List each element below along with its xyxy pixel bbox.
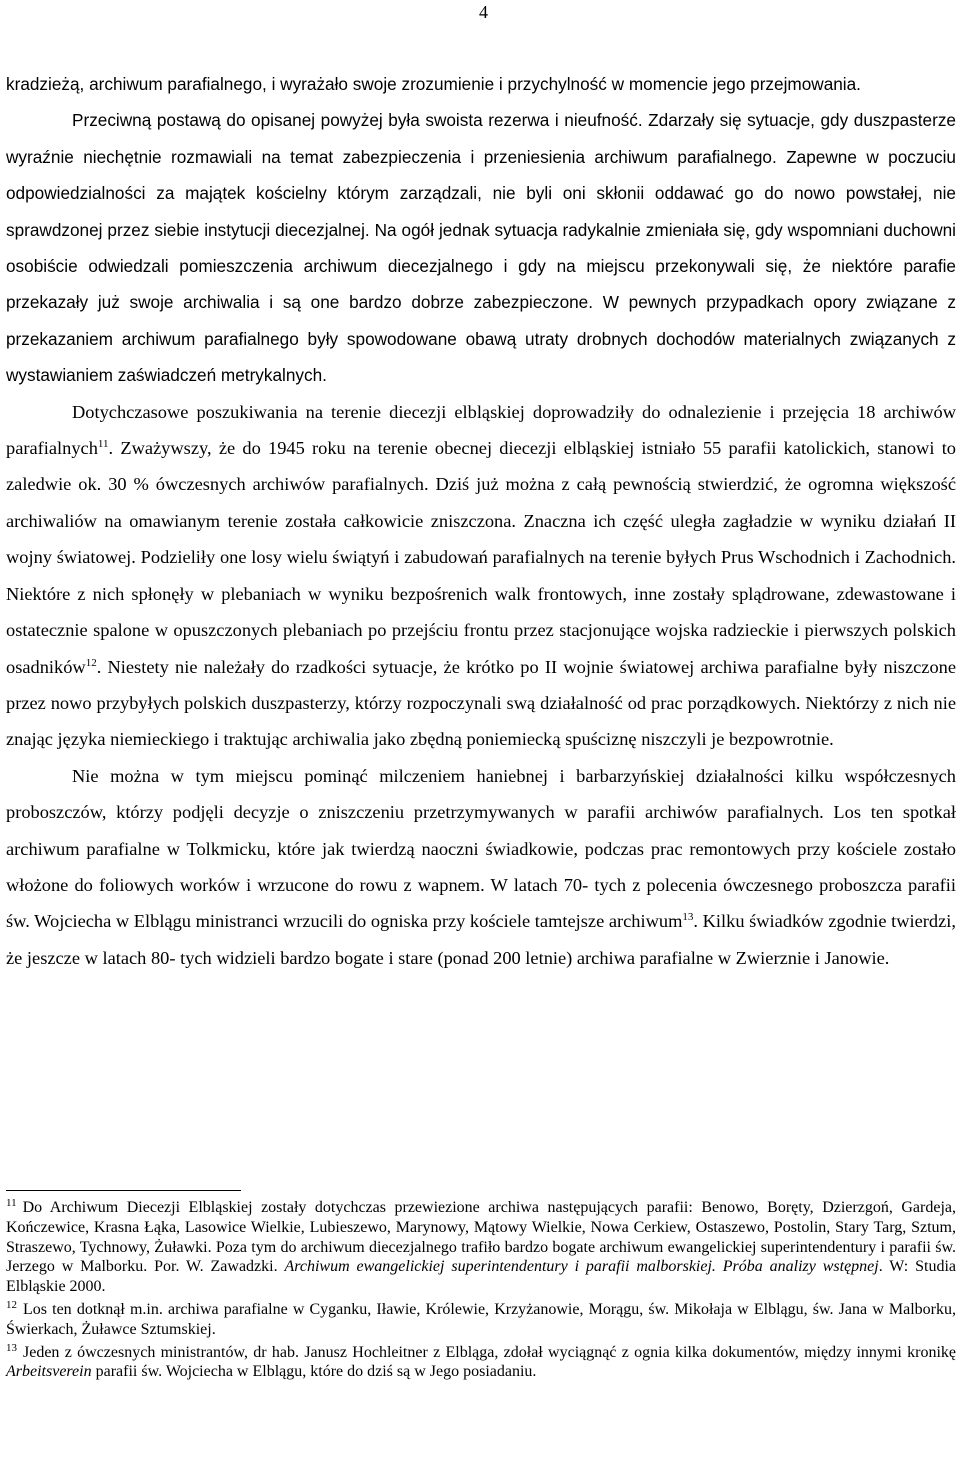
footnote-text: Los ten dotknął m.in. archiwa parafialne w Cyganku, Iławie, Królewie, Krzyżanowie, Morągu, św. Mikołaja w Elblągu, św. Jana w Malborku, Świerkach, Żuławce Sztumskiej. (6, 1300, 956, 1338)
footnote-text: . W: Studia Elbląskie 2000. (6, 1258, 957, 1296)
paragraph-text: Dotychczasowe poszukiwania na terenie diecezji elbląskiej doprowadziły do odnalezienie i przejęcia 18 archiwów parafialnych (6, 401, 956, 459)
paragraph-text: Nie można w tym miejscu pominąć milczeniem haniebnej i barbarzyńskiej działalności kilku współczesnych proboszczów, którzy podjęli decyzje o zniszczeniu przetrzymywanych w parafii archiwów parafialnych. Los ten spotkał archiwum parafialne w Tolkmicku, które jak twierdzą naoczni świadkowie, podczas prac remontowych przy kościele zostało włożone do foliowych worków i wrzucone do rowu z wapnem. W latach 70- tych z polecenia ówczesnego proboszcza parafii św. Wojciecha w Elblągu ministranci wrzucili do ogniska przy kościele tamtejsze archiwum (6, 765, 956, 932)
footnote-cited-title: Archiwum ewangelickiej superintendentury i parafii malborskiej. Próba analizy wstępnej (284, 1258, 879, 1276)
body-text (6, 66, 956, 976)
paragraph-text: . Niestety nie należały do rzadkości sytuacje, że krótko po II wojnie światowej archiwa parafialne były niszczone przez nowo przybyłych polskich duszpasterzy, którzy rozpoczynali swą działalność od prac porządkowych. Niektórzy z nich nie znając języka niemieckiego i traktując archiwalia jako zbędną poniemiecką spuściznę niszczyli je bezpowrotnie. (6, 656, 956, 750)
paragraph-1 (6, 66, 956, 102)
footnote-text: Do Archiwum Diecezji Elbląskiej zostały dotychczas przewiezione archiwa następujących parafii: Benowo, Boręty, Dzierzgoń, Gardeja, Kończewice, Krasna Łąka, Lasowice Wielkie, Lubieszewo, Marynowy, Mątowy Wielkie, Nowa Cerkiew, Ostaszewo, Postolin, Stary Targ, Sztum, Straszewo, Tychnowy, Żuławki. Poza tym do archiwum diecezjalnego trafiło bardzo bogate archiwum ewangelickiej superintendentury i parafii św. Jerzego w Malborku. Por. W. Zawadzki. (6, 1199, 956, 1276)
paragraph-text: . Zważywszy, że do 1945 roku na terenie obecnej diecezji elbląskiej istniało 55 parafii katolickich, stanowi to zaledwie ok. 30 % ówczesnych archiwów parafialnych. Dziś już można z całą pewnością stwierdzić, że ogromna większość archiwaliów na omawianym terenie została całkowicie zniszczona. Znaczna ich część uległa zagładzie w wyniku działań II wojny światowej. Podzieliły one losy wielu świątyń i zabudowań parafialnych na terenie byłych Prus Wschodnich i Zachodnich. Niektóre z nich spłonęły w plebaniach w wyniku bezpośrenich walk frontowych, inne zostały splądrowane, zdewastowane i ostatecznie spalone w opuszczonych plebaniach po przejściu frontu przez stacjonujące wojska radzieckie i pierwszych polskich osadników (6, 438, 956, 677)
paragraph-text: kradzieżą, archiwum parafialnego, i wyrażało swoje zrozumienie i przychylność w momencie jego przejmowania. (6, 74, 861, 94)
footnote-number: 11 (6, 1197, 17, 1209)
paragraph-text: . Kilku świadków zgodnie twierdzi, że jeszcze w latach 80- tych widzieli bardzo bogate i stare (ponad 200 letnie) archiwa parafialne w Zwierznie i Janowie. (6, 911, 956, 968)
page-number: 4 (479, 2, 488, 22)
paragraph-2 (6, 102, 956, 393)
footnote-number: 13 (6, 1341, 17, 1354)
footnote-cited-title: Arbeitsverein (6, 1363, 92, 1381)
footnote-text: Jeden z ówczesnych ministrantów, dr hab. Janusz Hochleitner z Elbląga, zdołał wyciągnąć z ognia kilka dokumentów, między innymi kronikę (23, 1343, 956, 1361)
paragraph-3 (6, 394, 956, 758)
footnote-text: parafii św. Wojciecha w Elblągu, które do dziś są w Jego posiadaniu. (91, 1363, 537, 1381)
footnote-separator (6, 1190, 241, 1191)
footnote-13 (6, 1343, 956, 1383)
footnote-12 (6, 1300, 956, 1340)
footnote-11 (6, 1198, 956, 1297)
paragraph-text: Przeciwną postawą do opisanej powyżej była swoista rezerwa i nieufność. Zdarzały się sytuacje, gdy duszpasterze wyraźnie niechętnie rozmawiali na temat zabezpieczenia i przeniesienia archiwum parafialnego. Zapewne w poczuciu odpowiedzialności za majątek kościelny którym zarządzali, nie byli oni skłonii oddawać go do nowo powstałej, nie sprawdzonej przez siebie instytucji diecezjalnej. Na ogół jednak sytuacja radykalnie zmieniała się, gdy wspomniani duchowni osobiście odwiedzali pomieszczenia archiwum diecezjalnego i gdy na miejscu przekonywali się, że niektóre parafie przekazały już swoje archiwalia i są one bardzo dobrze zabezpieczone. W pewnych przypadkach opory związane z przekazaniem archiwum parafialnego były spowodowane obawą utraty drobnych dochodów materialnych związanych z wystawianiem zaświadczeń metrykalnych. (6, 110, 956, 386)
footnote-reference: 11 (97, 438, 109, 451)
paragraph-4 (6, 758, 956, 976)
footnotes (6, 1198, 956, 1385)
footnote-reference: 13 (682, 911, 694, 924)
footnote-number: 12 (6, 1298, 17, 1311)
footnote-reference: 12 (85, 656, 97, 669)
